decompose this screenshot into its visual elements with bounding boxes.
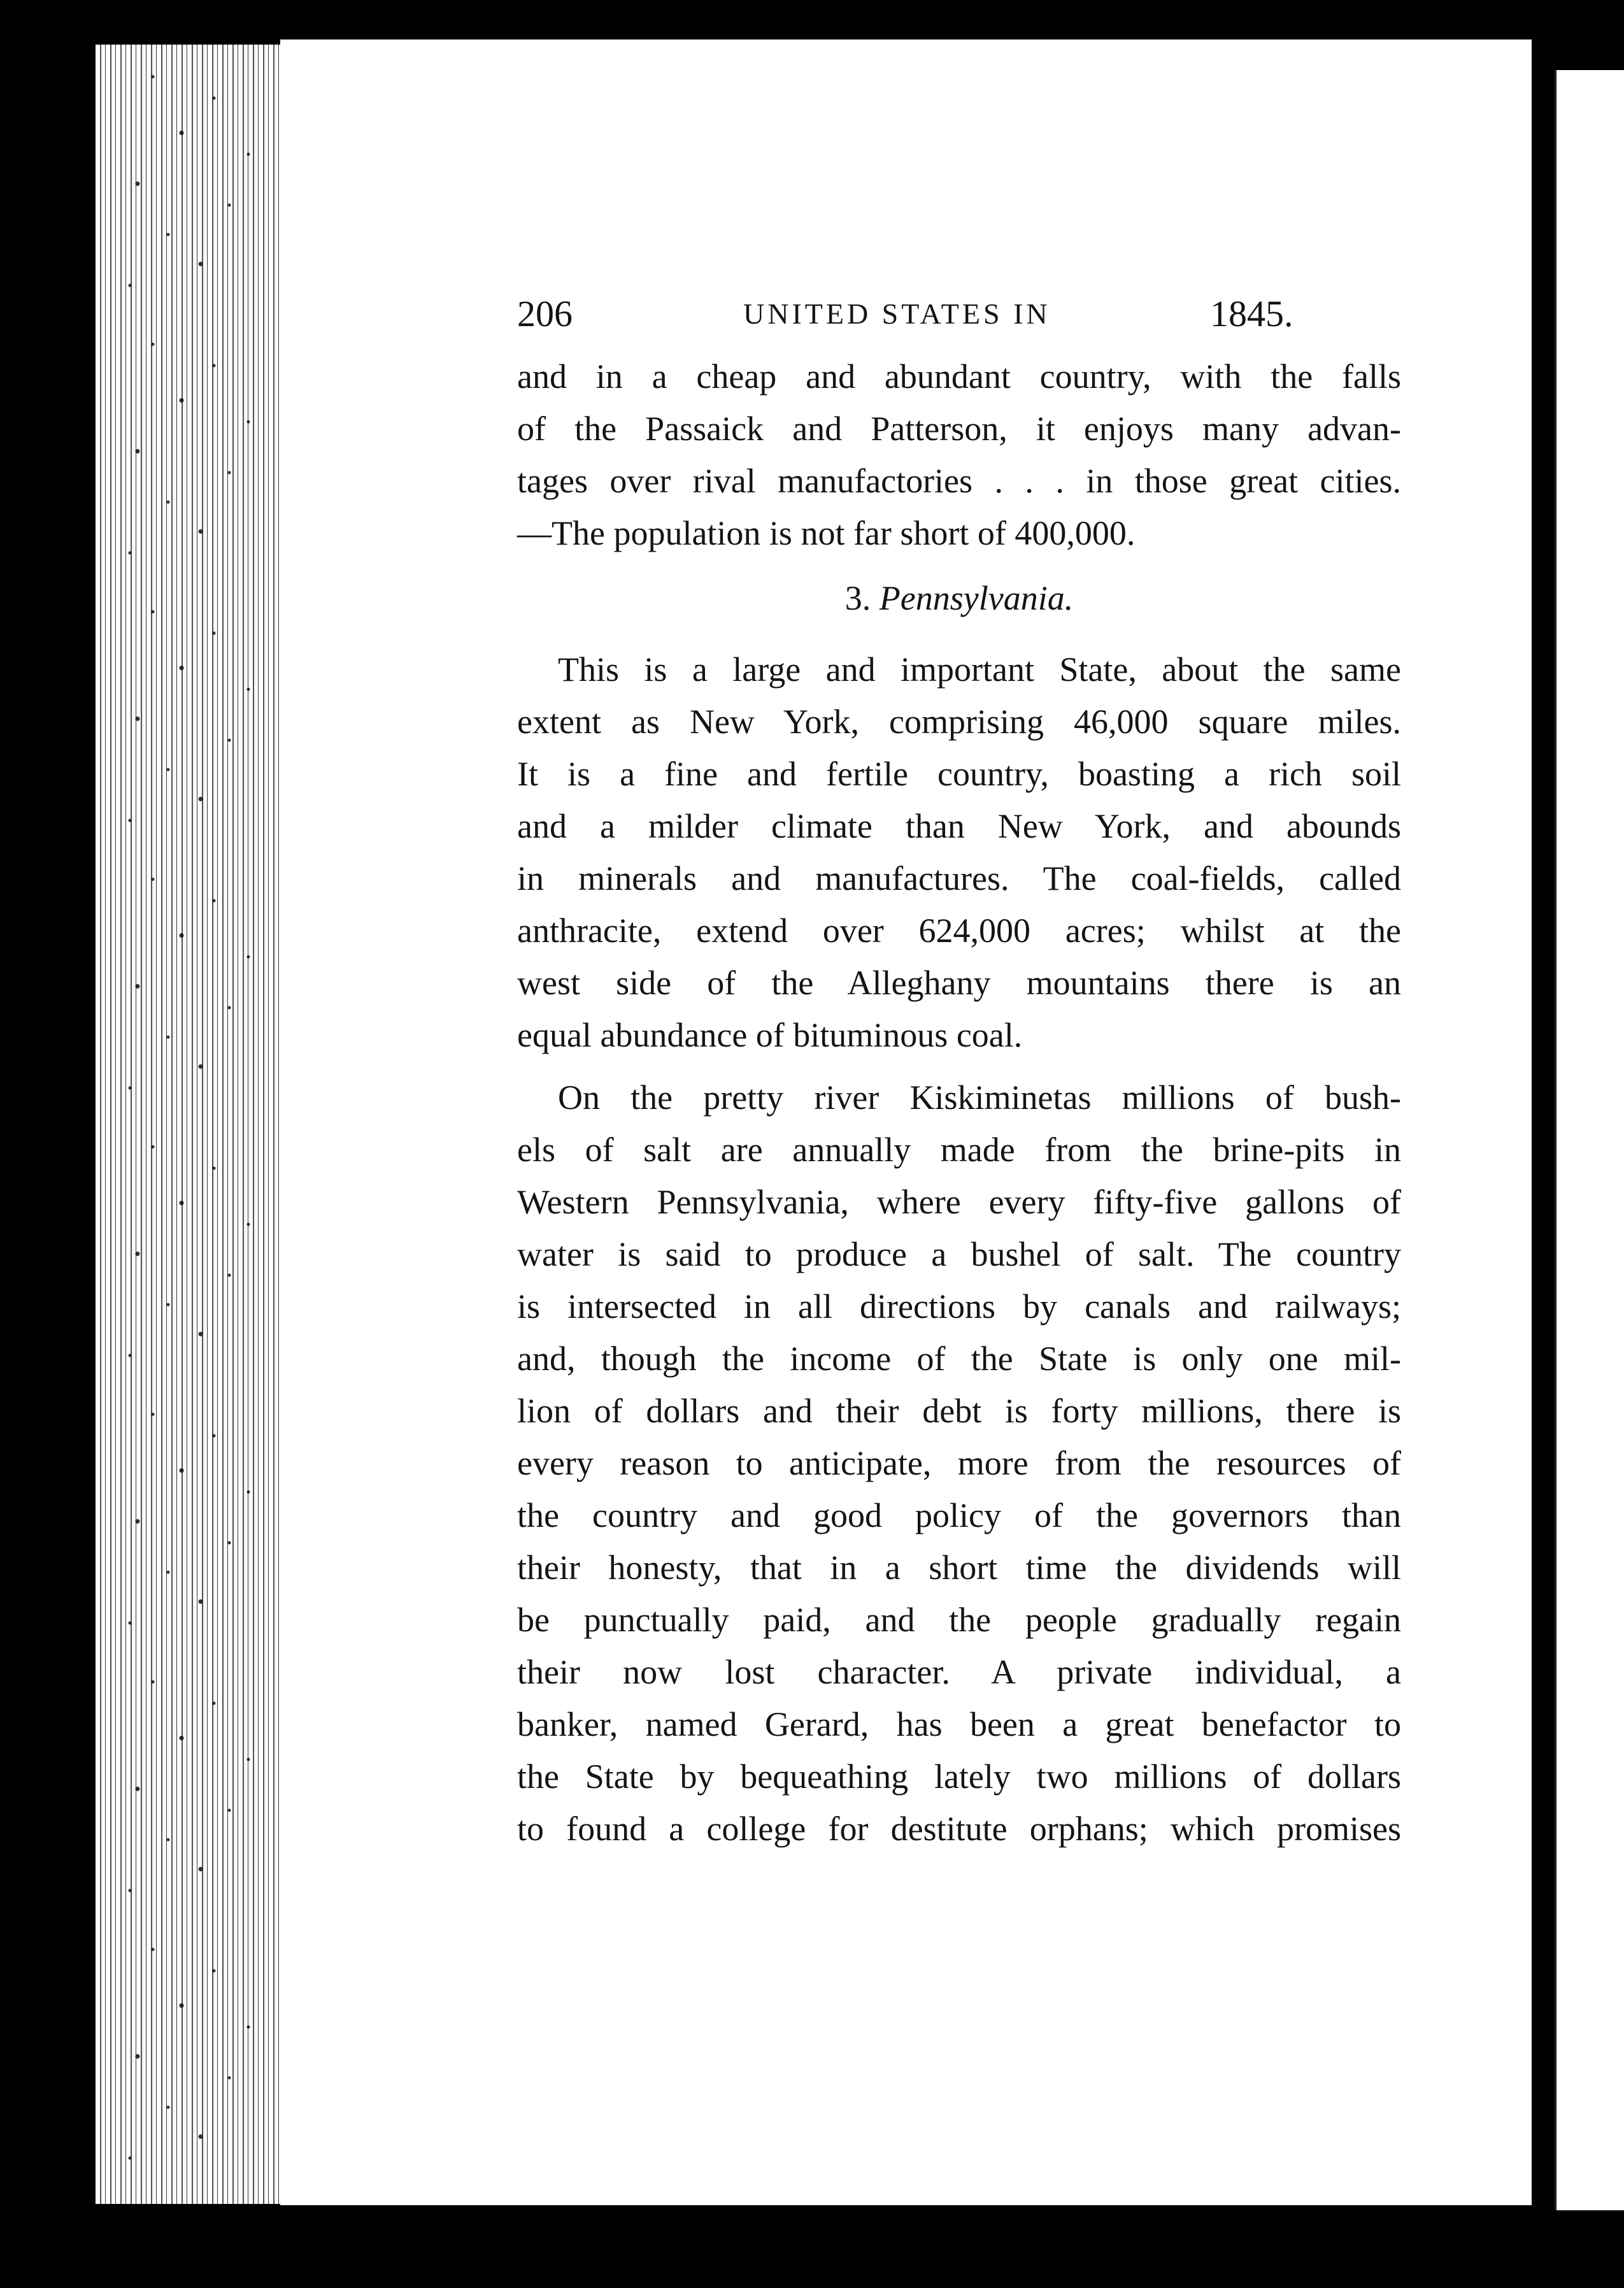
text-line: On the pretty river Kiskiminetas millions of bush- bbox=[558, 1078, 1401, 1117]
text-line: their honesty, that in a short time the dividends will bbox=[517, 1548, 1401, 1587]
text-line: It is a fine and fertile country, boasting a rich soil bbox=[517, 755, 1401, 793]
running-title: UNITED STATES IN bbox=[743, 297, 1051, 330]
text-line: els of salt are annually made from the brine-pits in bbox=[517, 1131, 1401, 1169]
text-line: the State by bequeathing lately two millions of dollars bbox=[517, 1757, 1401, 1796]
text-line: This is a large and important State, about the same bbox=[558, 650, 1401, 689]
text-line: banker, named Gerard, has been a great benefactor to bbox=[517, 1705, 1401, 1743]
text-line: equal abundance of bituminous coal. bbox=[517, 1016, 1023, 1054]
paragraph-1 bbox=[517, 643, 1401, 1061]
text-line: the country and good policy of the governors than bbox=[517, 1496, 1401, 1534]
page-edge-specks bbox=[96, 45, 287, 2204]
text-line: of the Passaick and Patterson, it enjoys many advan- bbox=[517, 410, 1401, 448]
page-number: 206 bbox=[517, 293, 573, 334]
text-line: and, though the income of the State is only one mil- bbox=[517, 1340, 1401, 1378]
paragraph-2 bbox=[517, 1071, 1401, 1855]
text-line: —The population is not far short of 400,000. bbox=[517, 514, 1136, 552]
intro-paragraph bbox=[517, 350, 1401, 559]
running-head bbox=[517, 288, 1401, 345]
text-line: and in a cheap and abundant country, with the falls bbox=[517, 357, 1401, 396]
running-title-year: 1845. bbox=[1210, 293, 1293, 334]
text-line: and a milder climate than New York, and abounds bbox=[517, 807, 1401, 845]
text-line: Western Pennsylvania, where every fifty-five gallons of bbox=[517, 1183, 1401, 1221]
text-line: in minerals and manufactures. The coal-fields, called bbox=[517, 859, 1401, 897]
facing-page-edge bbox=[1554, 70, 1624, 2210]
text-line: lion of dollars and their debt is forty millions, there is bbox=[517, 1392, 1401, 1430]
text-line: water is said to produce a bushel of salt. The country bbox=[517, 1235, 1401, 1273]
text-line: be punctually paid, and the people gradually regain bbox=[517, 1601, 1401, 1639]
text-line: every reason to anticipate, more from the resources of bbox=[517, 1444, 1401, 1482]
text-line: tages over rival manufactories . . . in those great cities. bbox=[517, 462, 1401, 500]
text-line: their now lost character. A private individual, a bbox=[517, 1653, 1401, 1691]
section-title: Pennsylvania. bbox=[879, 579, 1074, 617]
section-heading bbox=[517, 572, 1401, 624]
text-line: west side of the Alleghany mountains there is an bbox=[517, 964, 1401, 1002]
text-line: to found a college for destitute orphans; which promises bbox=[517, 1810, 1401, 1848]
section-number: 3. bbox=[844, 579, 871, 617]
text-line: anthracite, extend over 624,000 acres; whilst at the bbox=[517, 912, 1401, 950]
text-line: is intersected in all directions by canals and railways; bbox=[517, 1287, 1401, 1326]
page-text bbox=[517, 288, 1401, 1855]
text-line: extent as New York, comprising 46,000 square miles. bbox=[517, 703, 1401, 741]
